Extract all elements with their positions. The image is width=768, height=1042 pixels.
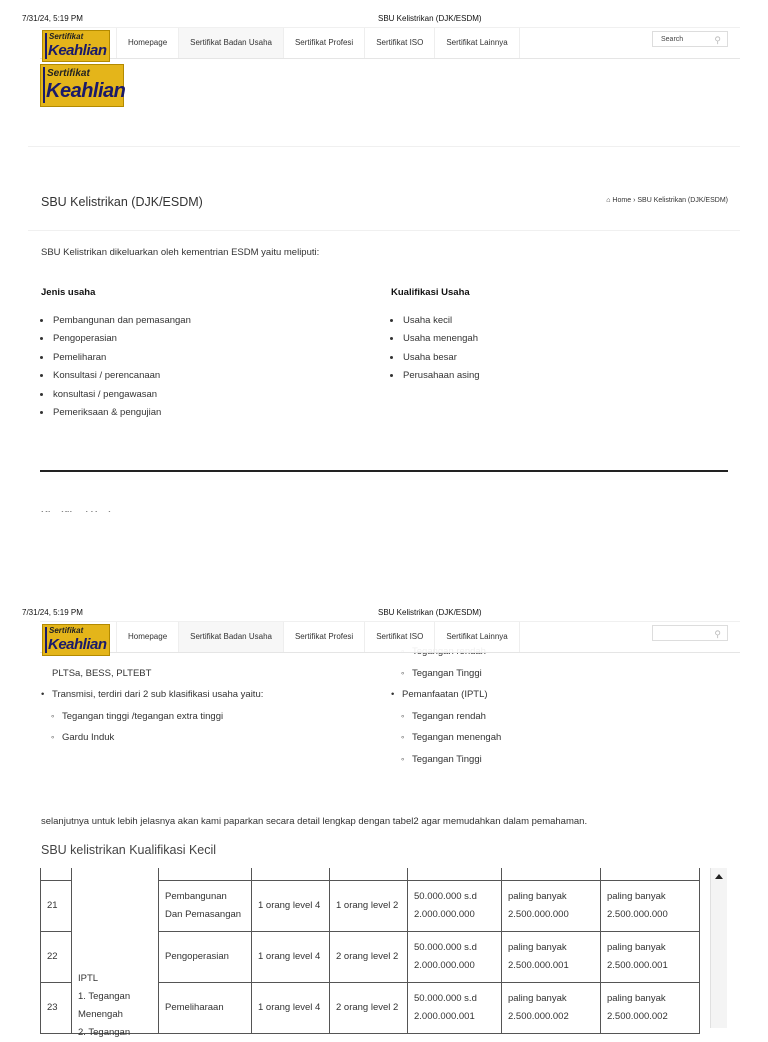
kualifikasi-usaha-heading: Kualifikasi Usaha [391, 287, 470, 298]
intro-text: SBU Kelistrikan dikeluarkan oleh kementrian ESDM yaitu meliputi: [41, 247, 320, 258]
list-item: • Pemeliharan [52, 349, 191, 367]
nav-sertifikat-badan-usaha[interactable]: Sertifikat Badan Usaha [178, 622, 283, 652]
cell-kekayaan: 50.000.000 s.d 2.000.000.001 [408, 982, 502, 1033]
cell-jenis: Pembangunan Dan Pemasangan [159, 880, 252, 931]
list-item: ◦ Tegangan Tinggi [401, 667, 482, 679]
section-rule [40, 470, 728, 472]
logo-line1: Sertifikat [49, 626, 84, 635]
kualifikasi-usaha-list [391, 312, 480, 386]
cell-c1: paling banyak 2.500.000.000 [502, 880, 601, 931]
list-item: • Perusahaan asing [402, 367, 480, 385]
print-page-2 [0, 512, 768, 1038]
list-item: • Pemeriksaan & pengujian [52, 404, 191, 422]
cell-jenis: Pengoperasian [159, 931, 252, 982]
search-icon[interactable]: ⚲ [714, 629, 721, 639]
jenis-usaha-list [41, 312, 191, 422]
list-continuation: PLTSa, BESS, PLTEBT [52, 668, 152, 679]
print-doc-title: SBU Kelistrikan (DJK/ESDM) [378, 608, 482, 617]
list-item: ◦ Tegangan Tinggi [401, 753, 482, 765]
nav-sertifikat-lainnya[interactable]: Sertifikat Lainnya [434, 28, 519, 58]
group-sub-1: 1. Tegangan [78, 990, 131, 1002]
nav-homepage[interactable]: Homepage [116, 28, 178, 58]
home-icon[interactable]: ⌂ [606, 197, 611, 204]
cell-c2: paling banyak 2.500.000.002 [601, 982, 700, 1033]
table-row-partial [41, 868, 700, 880]
top-navigation [40, 621, 740, 653]
nav-homepage[interactable]: Homepage [116, 622, 178, 652]
table-row [41, 880, 700, 931]
cell-no: 22 [41, 931, 72, 982]
list-item: ◦ Tegangan tinggi /tegangan extra tinggi [51, 710, 224, 722]
cell-pj: 1 orang level 4 [252, 982, 330, 1033]
header-logo-line2: Keahlian [46, 80, 126, 102]
group-label: IPTL [78, 972, 99, 984]
nav-sertifikat-iso[interactable]: Sertifikat ISO [364, 28, 434, 58]
nav-sertifikat-iso[interactable]: Sertifikat ISO [364, 622, 434, 652]
list-item: • Transmisi, terdiri dari 2 sub klasifikasi usaha yaitu: [41, 689, 264, 700]
divider [28, 230, 740, 231]
list-item: • Usaha menengah [402, 330, 480, 348]
jenis-usaha-heading: Jenis usaha [41, 287, 96, 298]
cell-no: 23 [41, 982, 72, 1033]
cell-c1: paling banyak 2.500.000.001 [502, 931, 601, 982]
header-logo-line1: Sertifikat [47, 68, 90, 79]
search-placeholder: Search [661, 36, 684, 43]
site-logo[interactable] [42, 30, 110, 62]
cell-c2: paling banyak 2.500.000.000 [601, 880, 700, 931]
list-item: • Pembangunan dan pemasangan [52, 312, 191, 330]
logo-line1: Sertifikat [49, 32, 84, 41]
breadcrumb [606, 197, 728, 204]
cell-pj: 1 orang level 4 [252, 931, 330, 982]
cell-tt: 2 orang level 2 [330, 931, 408, 982]
list-item: ◦ Gardu Induk [51, 732, 115, 743]
right-list [391, 641, 501, 770]
main-menu [116, 28, 520, 58]
top-navigation [40, 27, 740, 59]
print-datetime: 7/31/24, 5:19 PM [22, 608, 83, 617]
group-sub-2: Menengah [78, 1008, 123, 1020]
site-logo[interactable] [42, 624, 110, 656]
breadcrumb-home[interactable]: Home [612, 197, 632, 204]
cell-kekayaan: 50.000.000 s.d 2.000.000.000 [408, 880, 502, 931]
search-input[interactable] [652, 31, 728, 47]
table-title: SBU kelistrikan Kualifikasi Kecil [41, 843, 217, 857]
sbu-table [40, 868, 700, 1038]
list-item: • Usaha kecil [402, 312, 480, 330]
group-cell [72, 880, 159, 1038]
cell-c2: paling banyak 2.500.000.001 [601, 931, 700, 982]
print-datetime: 7/31/24, 5:19 PM [22, 14, 83, 23]
main-menu [116, 622, 520, 652]
cell-tt: 2 orang level 2 [330, 982, 408, 1033]
list-item: • Usaha besar [402, 349, 480, 367]
scroll-up-icon[interactable] [715, 874, 723, 879]
print-page-1 [0, 0, 768, 512]
breadcrumb-current: SBU Kelistrikan (DJK/ESDM) [637, 197, 728, 204]
cell-pj: 1 orang level 4 [252, 880, 330, 931]
list-item: • konsultasi / pengawasan [52, 386, 191, 404]
logo-line2: Keahlian [48, 636, 107, 653]
search-input[interactable] [652, 625, 728, 641]
table-scrollbar[interactable] [710, 868, 727, 1028]
nav-sertifikat-profesi[interactable]: Sertifikat Profesi [283, 28, 364, 58]
cell-jenis: Pemeliharaan [159, 982, 252, 1033]
nav-sertifikat-badan-usaha[interactable]: Sertifikat Badan Usaha [178, 28, 283, 58]
cell-no: 21 [41, 880, 72, 931]
breadcrumb-separator: › [633, 197, 636, 204]
list-item: ◦ Tegangan menengah [401, 732, 502, 743]
nav-sertifikat-profesi[interactable]: Sertifikat Profesi [283, 622, 364, 652]
page-title: SBU Kelistrikan (DJK/ESDM) [41, 195, 203, 209]
list-item: ◦ Tegangan rendah [401, 710, 486, 722]
group-sub-3: 2. Tegangan [78, 1026, 131, 1038]
search-icon[interactable]: ⚲ [714, 35, 721, 45]
logo-line2: Keahlian [48, 42, 107, 59]
header-logo[interactable] [40, 64, 124, 107]
cell-tt: 1 orang level 2 [330, 880, 408, 931]
cell-kekayaan: 50.000.000 s.d 2.000.000.000 [408, 931, 502, 982]
list-item: • Pemanfaatan (IPTL) [391, 689, 488, 700]
nav-sertifikat-lainnya[interactable]: Sertifikat Lainnya [434, 622, 519, 652]
list-item: • Pengoperasian [52, 330, 191, 348]
cell-c1: paling banyak 2.500.000.002 [502, 982, 601, 1033]
body-paragraph: selanjutnya untuk lebih jelasnya akan kami paparkan secara detail lengkap dengan tabel2 agar memudahkan dalam pemahaman. [41, 816, 588, 827]
divider [28, 146, 740, 147]
print-doc-title: SBU Kelistrikan (DJK/ESDM) [378, 14, 482, 23]
list-item: • Konsultasi / perencanaan [52, 367, 191, 385]
left-list [41, 684, 263, 749]
